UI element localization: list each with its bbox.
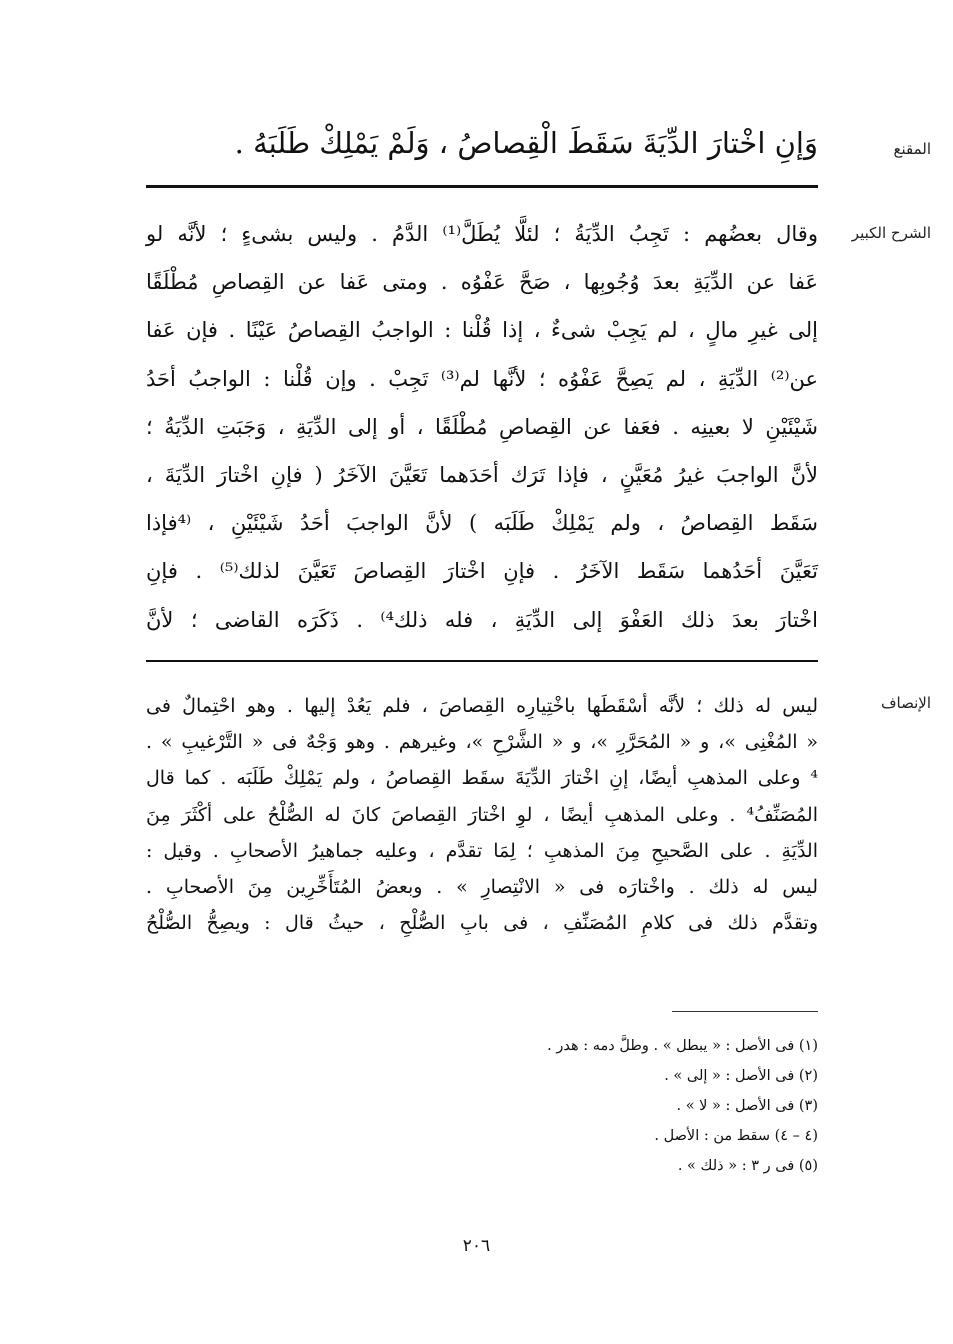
insaf-line: الدِّيَةِ . على الصَّحيحِ مِنَ المذهبِ ؛ لِمَا تقدَّم ، وعليه جماهيرُ الأصحابِ . وقيل : [146,839,818,862]
footnote: (١) فى الأصل : « يبطل » . وطلَّ دمه : هدر . [547,1038,818,1054]
sharh-line: عَفا عن الدِّيَةِ بعدَ وُجُوبِها ، صَحَّ عَفْوُه . ومتى عَفا عن القِصاصِ مُطْلَقًا [146,270,818,295]
insaf-line: « المُغْنِى »، و « المُحَرَّرِ »، و « الشَّرْحِ »، وغيرهم . وهو وَجْهٌ فى « التَّرْغيبِ » . [146,731,818,754]
sharh-line: اخْتارَ بعدَ ذلك العَفْوَ إلى الدِّيَةِ ، فله ذلك⁴⁾ . ذَكَرَه القاضى ؛ لأنَّ [146,607,819,632]
sharh-label: الشرح الكبير [851,224,931,242]
muqni-text [146,118,818,168]
insaf-line: المُصَنِّفُ⁴ . وعلى المذهبِ أيضًا ، لوِ اخْتارَ القِصاصَ كانَ له الصُّلْحُ على أكْثَرَ مِنَ [146,803,818,826]
insaf-line: ليس له ذلك ؛ لأنَّه أسْقَطَها باخْتِيارِه القِصاصَ ، فلم يَعُدْ إليها . وهو احْتِمالٌ فى [146,695,818,717]
insaf-text [146,688,818,941]
muqni-label: المقنع [893,140,931,158]
insaf-line: ليس له ذلك . واخْتارَه فى « الانْتِصارِ » . وبعضُ المُتَأَخِّرِين مِنَ الأصحابِ . [146,876,818,899]
muqni-line: وَإنِ اخْتارَ الدِّيَةَ سَقَطَ الْقِصاصُ ، وَلَمْ يَمْلِكْ طَلَبَهُ . [234,126,818,160]
sharh-line: وقال بعضُهم : تَجِبُ الدِّيَةُ ؛ لئلَّا يُطَلَّ⁽¹⁾ الدَّمُ . وليس بشىءٍ ؛ لأنَّه لو [146,222,818,246]
footnotes [400,1031,818,1181]
sharh-divider [146,660,818,662]
sharh-line: لأنَّ الواجبَ غيرُ مُعَيَّنٍ ، فإذا تَرَك أحَدَهما تَعَيَّنَ الآخَرُ ( فإنِ اخْتارَ الدِّيَةَ ، [146,463,818,488]
footnote: (٣) فى الأصل : « لا » . [676,1098,818,1114]
sharh-line: شَيْئَيْنِ لا بعينِه . فعَفا عن القِصاصِ مُطْلَقًا ، أو إلى الدِّيَةِ ، وَجَبَتِ الدِّيَةُ ؛ [146,414,818,439]
sharh-line: إلى غيرِ مالٍ ، لم يَجِبْ شىءٌ ، إذا قُلْنا : الواجبُ القِصاصُ عَيْنًا . فإن عَفا [146,318,818,343]
muqni-divider [146,185,818,188]
footnote-divider [672,1011,818,1012]
sharh-line: سَقَط القِصاصُ ، ولم يَمْلِكْ طَلَبَه ) لأنَّ الواجبَ أحَدُ شَيْئَيْنِ ، ⁽⁴فإذا [146,511,818,536]
footnote: (٤ – ٤) سقط من : الأصل . [654,1128,818,1144]
page-number: ٢٠٦ [462,1236,491,1256]
sharh-text [146,210,818,644]
sharh-line: عن⁽²⁾ الدِّيَةِ ، لم يَصِحَّ عَفْوُه ؛ لأنَّها لم⁽³⁾ تَجِبْ . وإن قُلْنا : الواجبُ أحَدُ [146,366,819,391]
footnote: (٥) فى ر ٣ : « ذلك » . [677,1158,818,1174]
insaf-label: الإنصاف [880,694,931,712]
sharh-line: تَعَيَّنَ أحَدُهما سَقَط الآخَرُ . فإنِ اخْتارَ القِصاصَ تَعَيَّنَ لذلك⁽⁵⁾ . فإنِ [146,559,818,584]
insaf-line: ⁴ وعلى المذهبِ أيضًا، إنِ اخْتارَ الدِّيَةَ سقَط القِصاصُ ، ولم يَمْلِكْ طَلَبَه . كما قال [146,767,818,790]
footnote: (٢) فى الأصل : « إلى » . [664,1068,818,1084]
insaf-line: وتقدَّم ذلك فى كلامِ المُصَنِّفِ ، فى بابِ الصُّلْحِ ، حيثُ قال : ويصِحُّ الصُّلْحُ [146,912,818,935]
